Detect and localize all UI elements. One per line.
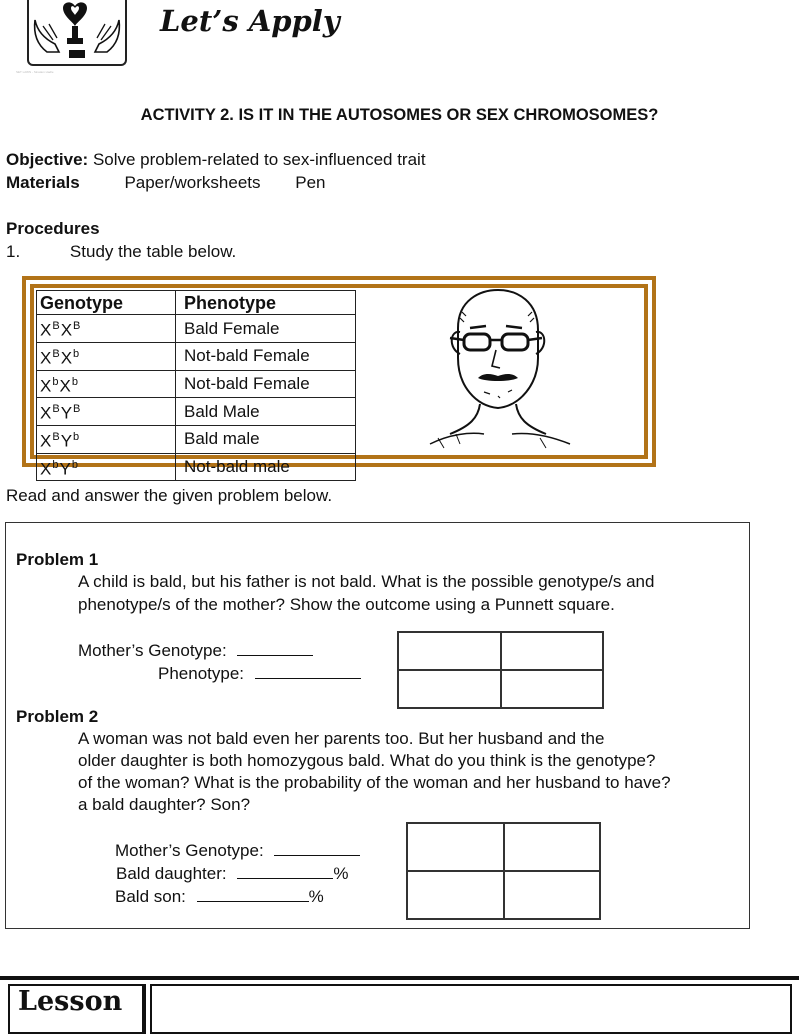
problem2-title: Problem 2	[16, 707, 99, 726]
mother-genotype-blank[interactable]	[274, 840, 360, 856]
logo	[27, 0, 127, 66]
table-row	[37, 398, 356, 426]
problem2-bald-daughter	[116, 863, 348, 884]
punnett-cell[interactable]	[398, 670, 501, 708]
logo-caption: SET LAWN - Sinatam Hadle	[16, 70, 54, 74]
lesson-label: Lesson	[18, 986, 123, 1017]
problem2-text-line: older daughter is both homozygous bald. What do you think is the genotype?	[78, 751, 656, 770]
table-row	[37, 315, 356, 343]
phenotype-cell: Bald Male	[176, 398, 356, 426]
phenotype-cell: Not-bald male	[176, 453, 356, 481]
problem2-text-line: of the woman? What is the probability of the woman and her husband to have?	[78, 773, 671, 792]
bald-man-illustration	[420, 288, 580, 453]
problem1-mother-genotype	[78, 640, 313, 661]
phenotype-cell: Not-bald Female	[176, 370, 356, 398]
lesson-divider	[0, 976, 799, 980]
problem2-mother-genotype	[115, 840, 360, 861]
mother-genotype-label: Mother’s Genotype:	[115, 841, 264, 860]
column-header-phenotype: Phenotype	[176, 291, 356, 315]
procedures-heading: Procedures	[6, 219, 100, 238]
heart-hands-icon	[29, 0, 125, 64]
percent-sign: %	[333, 864, 349, 883]
procedure-step	[6, 242, 236, 262]
objective-line	[6, 150, 426, 170]
table-row	[37, 453, 356, 481]
punnett-cell[interactable]	[504, 871, 601, 919]
genotype-cell: $X^bX^b$	[37, 370, 176, 398]
materials-label: Materials	[6, 173, 80, 192]
genotype-cell: $X^bY^b$	[37, 453, 176, 481]
lesson-title-box	[150, 984, 792, 1034]
genotype-cell: $X^BX^B$	[37, 315, 176, 343]
genotype-cell: $X^BY^B$	[37, 398, 176, 426]
materials-line	[6, 173, 326, 193]
column-header-genotype: Genotype	[37, 291, 176, 315]
section-title: Let’s Apply	[160, 4, 340, 38]
bald-daughter-label: Bald daughter:	[116, 864, 227, 883]
bald-son-label: Bald son:	[115, 887, 186, 906]
punnett-square-2	[406, 822, 601, 920]
objective-text: Solve problem-related to sex-influenced trait	[92, 150, 426, 169]
bald-son-blank[interactable]	[197, 886, 309, 902]
problem2-text-line: A woman was not bald even her parents too. But her husband and the	[78, 729, 605, 748]
punnett-cell[interactable]	[501, 670, 604, 708]
punnett-cell[interactable]	[501, 632, 604, 670]
table-header-row	[37, 291, 356, 315]
problem1-phenotype	[158, 663, 361, 684]
punnett-square-1	[397, 631, 604, 709]
mother-genotype-label: Mother’s Genotype:	[78, 641, 227, 660]
bald-daughter-blank[interactable]	[237, 863, 333, 879]
punnett-cell[interactable]	[398, 632, 501, 670]
problem1-text-line: A child is bald, but his father is not bald. What is the possible genotype/s and	[78, 572, 655, 591]
phenotype-blank[interactable]	[255, 663, 361, 679]
activity-title: ACTIVITY 2. IS IT IN THE AUTOSOMES OR SEX CHROMOSOMES?	[140, 106, 659, 124]
punnett-cell[interactable]	[407, 871, 504, 919]
objective-label: Objective:	[6, 150, 89, 169]
phenotype-cell: Not-bald Female	[176, 342, 356, 370]
percent-sign: %	[308, 887, 324, 906]
mother-genotype-blank[interactable]	[237, 640, 313, 656]
genotype-cell: $X^BY^b$	[37, 425, 176, 453]
phenotype-cell: Bald Female	[176, 315, 356, 343]
punnett-cell[interactable]	[504, 823, 601, 871]
problem2-bald-son	[115, 886, 324, 907]
step-text: Study the table below.	[69, 242, 237, 261]
problem1-title: Problem 1	[16, 550, 99, 569]
table-row	[37, 425, 356, 453]
problem2-text-line: a bald daughter? Son?	[78, 795, 251, 814]
genotype-cell: $X^BX^b$	[37, 342, 176, 370]
table-row	[37, 342, 356, 370]
step-number: 1.	[6, 242, 21, 261]
punnett-cell[interactable]	[407, 823, 504, 871]
problem1-text-line: phenotype/s of the mother? Show the outcome using a Punnett square.	[78, 595, 615, 614]
genotype-table	[36, 290, 356, 481]
read-instruction: Read and answer the given problem below.	[6, 486, 333, 505]
phenotype-cell: Bald male	[176, 425, 356, 453]
phenotype-label: Phenotype:	[158, 664, 245, 683]
table-row	[37, 370, 356, 398]
materials-item: Paper/worksheets	[124, 173, 261, 192]
materials-item: Pen	[295, 173, 326, 192]
